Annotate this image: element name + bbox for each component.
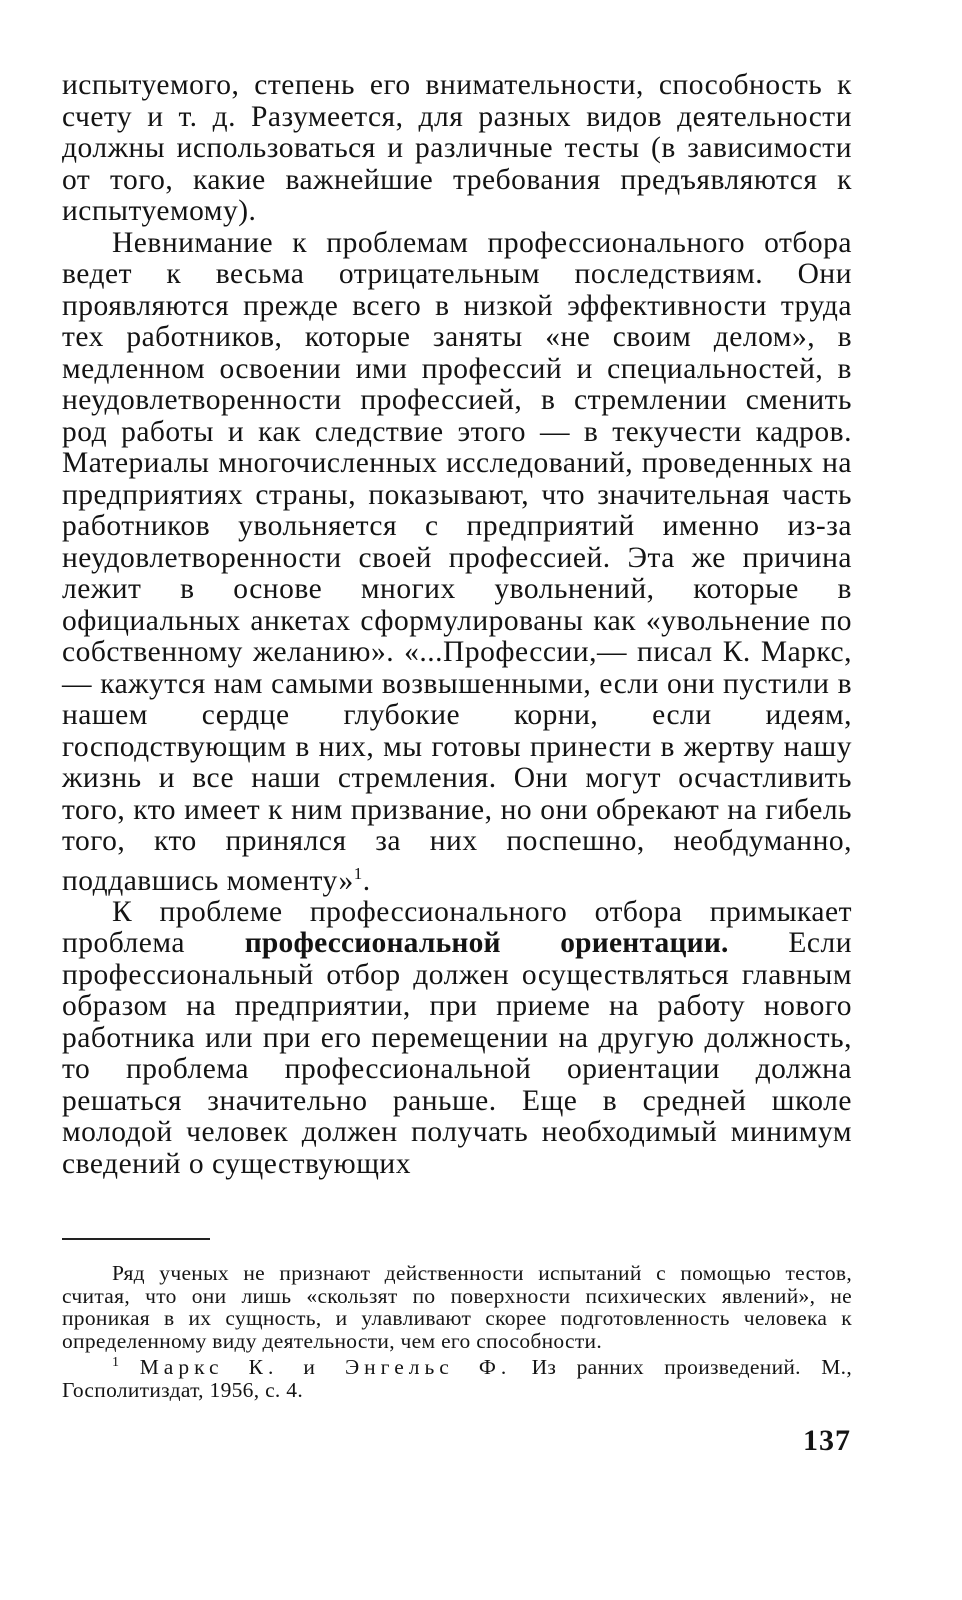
paragraph-1: испытуемого, степень его внимательности, способность к счету и т. д. Разумеется, для разных видов деятельности должны использоваться и различные тесты (в зависимости от того, какие важнейшие требования предъявляются к испытуемому). <box>62 69 852 227</box>
paragraph-3-rest: Если профессиональный отбор должен осуществляться главным образом на предприятии, при приеме на работу нового работника или при его перемещении на другую должность, то проблема профессиональной ориентации должна решаться значительно раньше. Еще в средней школе молодой человек должен получать необходимый минимум сведений о существующих <box>62 927 853 1180</box>
paragraph-2-text: Невнимание к проблемам профессионального отбора ведет к весьма отрицательным последствиям. Они проявляются прежде всего в низкой эффективности труда тех работников, которые заняты «не своим делом», в медленном освоении ими профессий и специальностей, в неудовлетворенности профессией, в стремлении сменить род работы и как следствие этого — в текучести кадров. Материалы многочисленных исследований, проведенных на предприятиях страны, показывают, что значительная часть работников увольняется с предприятий именно из-за неудовлетворенности своей профессией. Эта же причина лежит в основе многих увольнений, которые в официальных анкетах сформулированы как «увольнение по собственному желанию». «...Профессии,— писал К. Маркс,— кажутся нам самыми возвышенными, если они пустили в нашем сердце глубокие корни, если идеям, господствующим в них, мы готовы принести в жертву нашу жизнь и все наши стремления. Они могут осчастливить того, кто имеет к ним призвание, но они обрекают на гибель того, кто принялся за них поспешно, необдуманно, поддавшись моменту» <box>62 226 852 897</box>
footnote-2-author: Маркс К. и Энгельс Ф. <box>139 1355 512 1380</box>
main-text <box>62 70 852 1180</box>
paragraph-2 <box>62 228 852 897</box>
footnote-2-marker: 1 <box>112 1355 120 1370</box>
page-number: 137 <box>803 1424 851 1457</box>
paragraph-3-term: профессиональной ориентации. <box>244 927 729 960</box>
footnotes <box>62 1262 852 1401</box>
footnote-2 <box>62 1352 852 1401</box>
paragraph-2-end: . <box>362 864 371 897</box>
footnote-divider <box>62 1238 210 1240</box>
footnote-2-text: Из ранних произведений. М., Госполитиздат, 1956, с. 4. <box>62 1355 852 1402</box>
footnote-1: Ряд ученых не признают действенности испытаний с помощью тестов, считая, что они лишь «скользят по поверхности психических явлений», не проникая в их сущность, и улавливают скорее подготовленность человека к определенному виду деятельности, чем его способности. <box>62 1261 852 1353</box>
paragraph-3-start: К проблеме профессионального отбора примыкает проблема <box>62 895 852 960</box>
paragraph-3 <box>62 897 852 1181</box>
footnote-ref-1: 1 <box>353 863 363 883</box>
